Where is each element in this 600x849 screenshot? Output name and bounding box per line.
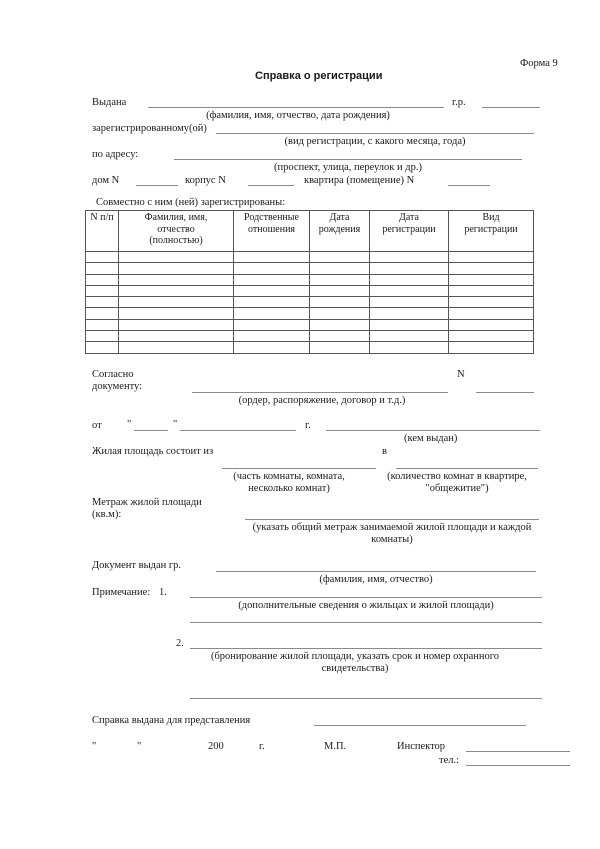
issued-to-hint: (фамилия, имя, отчество) xyxy=(319,574,433,585)
issued-hint: (фамилия, имя, отчество, дата рождения) xyxy=(206,110,390,121)
area-field[interactable] xyxy=(245,519,539,520)
note-2-hint: (бронирование жилой площади, указать срок и номер охранного свидетельства) xyxy=(210,651,500,674)
living-space-hint-right: (количество комнат в квартире, "общежитие") xyxy=(387,471,527,494)
living-space-hint-left: (часть комнаты, комната, несколько комнат) xyxy=(233,471,345,494)
registered-hint: (вид регистрации, с какого месяца, года) xyxy=(284,136,466,147)
living-space-count-field[interactable] xyxy=(396,468,538,469)
issued-to-field[interactable] xyxy=(216,571,536,572)
document-number-field[interactable] xyxy=(476,392,534,393)
col-header-registration-type: Вид регистрации xyxy=(449,211,534,252)
footer-quote-close: " xyxy=(137,741,142,752)
table-row xyxy=(86,297,534,308)
registration-type-field[interactable] xyxy=(216,133,534,134)
document-field[interactable] xyxy=(192,392,448,393)
date-quote-open: " xyxy=(127,419,132,430)
house-label: дом N xyxy=(92,175,120,186)
address-hint: (проспект, улица, переулок и др.) xyxy=(274,162,422,173)
block-label: корпус N xyxy=(185,175,226,186)
stamp-label: М.П. xyxy=(324,741,347,752)
coresidents-table xyxy=(85,210,534,354)
phone-field[interactable] xyxy=(466,765,570,766)
date-from-label: от xyxy=(92,420,102,431)
issued-name-field[interactable] xyxy=(148,107,444,108)
issued-label: Выдана xyxy=(92,97,127,108)
date-year-label: г. xyxy=(305,420,311,431)
col-header-birth-date: Дата рождения xyxy=(310,211,370,252)
presentation-label: Справка выдана для представления xyxy=(92,715,251,726)
table-row xyxy=(86,331,534,342)
note-1-field[interactable] xyxy=(190,597,542,598)
address-label: по адресу: xyxy=(92,149,139,160)
note-item-1: 1. xyxy=(159,587,167,598)
living-space-in-label: в xyxy=(382,446,387,457)
address-field[interactable] xyxy=(174,159,522,160)
date-month-year-field[interactable] xyxy=(180,430,296,431)
phone-label: тел.: xyxy=(439,755,460,766)
note-item-2: 2. xyxy=(176,638,184,649)
table-row xyxy=(86,319,534,330)
table-row xyxy=(86,274,534,285)
col-header-relation: Родственные отношения xyxy=(234,211,310,252)
note-1-hint: (дополнительные сведения о жильцах и жилой площади) xyxy=(238,600,494,611)
coresidents-label: Совместно с ним (ней) зарегистрированы: xyxy=(96,197,286,208)
table-row xyxy=(86,308,534,319)
col-header-number: N п/п xyxy=(86,211,119,252)
table-row xyxy=(86,252,534,263)
house-number-field[interactable] xyxy=(136,185,178,186)
footer-quote-open: " xyxy=(92,741,97,752)
inspector-label: Инспектор xyxy=(397,741,446,752)
note-2-field[interactable] xyxy=(190,648,542,649)
issuer-field[interactable] xyxy=(326,430,540,431)
date-day-field[interactable] xyxy=(134,430,168,431)
living-space-label: Жилая площадь состоит из xyxy=(92,446,214,457)
note-1-extra-field[interactable] xyxy=(190,622,542,623)
living-space-rooms-field[interactable] xyxy=(222,468,376,469)
birth-year-field[interactable] xyxy=(482,107,540,108)
table-row xyxy=(86,263,534,274)
document-label: Согласно документу: xyxy=(92,369,143,392)
date-quote-close: " xyxy=(173,419,178,430)
birth-year-label: г.р. xyxy=(452,97,466,108)
page-title: Справка о регистрации xyxy=(255,70,383,82)
table-row xyxy=(86,342,534,353)
area-label: Метраж жилой площади (кв.м): xyxy=(92,497,202,520)
area-hint: (указать общий метраж занимаемой жилой площади и каждой комнаты) xyxy=(252,522,532,545)
notes-label: Примечание: xyxy=(92,587,151,598)
col-header-registration-date: Дата регистрации xyxy=(370,211,449,252)
registered-label: зарегистрированному(ой) xyxy=(92,123,207,134)
note-2-extra-field[interactable] xyxy=(190,698,542,699)
issued-to-label: Документ выдан гр. xyxy=(92,560,182,571)
apartment-label: квартира (помещение) N xyxy=(304,175,415,186)
presentation-field[interactable] xyxy=(314,725,526,726)
form-number: Форма 9 xyxy=(520,58,558,69)
document-hint: (ордер, распоряжение, договор и т.д.) xyxy=(238,395,406,406)
apartment-number-field[interactable] xyxy=(448,185,490,186)
issuer-hint: (кем выдан) xyxy=(404,433,458,444)
table-row xyxy=(86,285,534,296)
inspector-field[interactable] xyxy=(466,751,570,752)
footer-year-prefix: 200 xyxy=(208,741,224,752)
footer-year-label: г. xyxy=(259,741,265,752)
col-header-full-name: Фамилия, имя, отчество (полностью) xyxy=(119,211,234,252)
document-number-label: N xyxy=(457,369,465,380)
block-number-field[interactable] xyxy=(248,185,294,186)
